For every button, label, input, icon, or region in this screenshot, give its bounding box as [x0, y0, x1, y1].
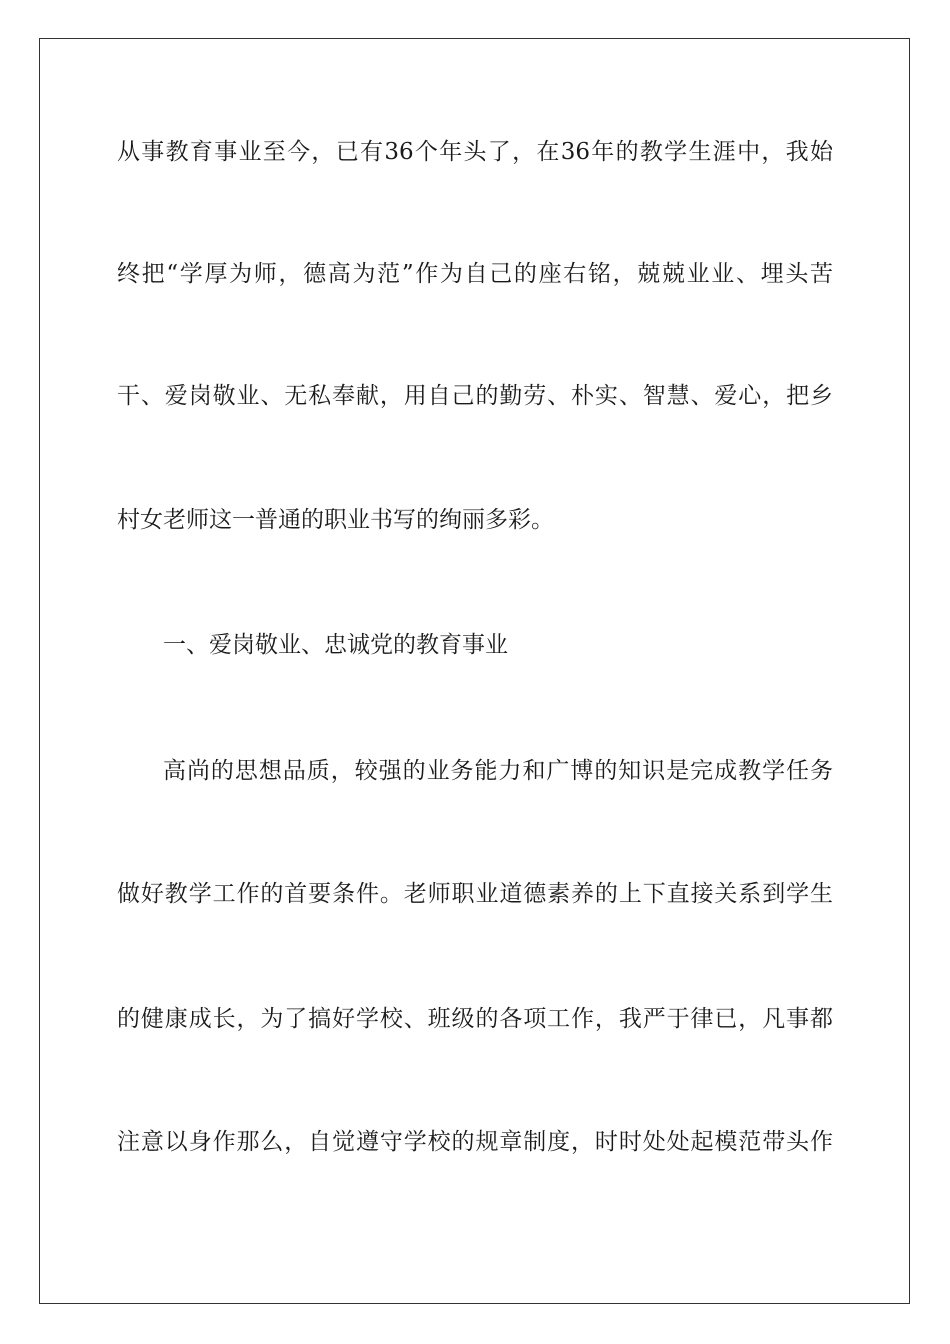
- body-text-line-2: 终把“学厚为师，德高为范”作为自己的座右铭，兢兢业业、埋头苦: [117, 261, 833, 287]
- body-text-line-6: 高尚的思想品质，较强的业务能力和广博的知识是完成教学任务: [163, 758, 833, 784]
- page-border: [39, 38, 910, 1304]
- section-heading: 一、爱岗敬业、忠诚党的教育事业: [163, 632, 508, 658]
- body-text-line-9: 注意以身作那么，自觉遵守学校的规章制度，时时处处起模范带头作: [117, 1129, 833, 1155]
- body-text-line-1: 从事教育事业至今，已有36个年头了，在36年的教学生涯中，我始: [117, 139, 833, 165]
- body-text-line-4: 村女老师这一普通的职业书写的绚丽多彩。: [117, 507, 554, 533]
- body-text-line-8: 的健康成长，为了搞好学校、班级的各项工作，我严于律已，凡事都: [117, 1006, 833, 1032]
- body-text-line-7: 做好教学工作的首要条件。老师职业道德素养的上下直接关系到学生: [117, 881, 833, 907]
- body-text-line-3: 干、爱岗敬业、无私奉献，用自己的勤劳、朴实、智慧、爱心，把乡: [117, 383, 833, 409]
